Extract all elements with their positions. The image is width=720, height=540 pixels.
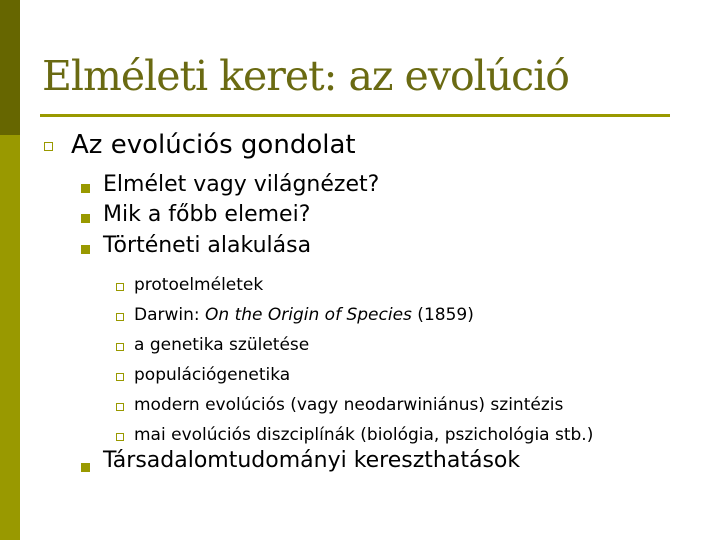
sub-list-item: modern evolúciós (vagy neodarwiniánus) szintézis [134,395,564,415]
sub-list-item: mai evolúciós diszciplínák (biológia, pszichológia stb.) [134,425,594,445]
filled-square-bullet-icon [81,184,90,193]
sub-list-item: protoelméletek [134,275,264,295]
sub-list-item: a genetika születése [134,335,310,355]
sub-list-item-prefix: Darwin: [134,305,206,325]
sub-list-item-suffix: (1859) [411,305,474,325]
list-item: Mik a főbb elemei? [103,202,311,227]
hollow-square-bullet-icon [116,283,124,291]
list-item: Elmélet vagy világnézet? [103,172,380,197]
list-item: Társadalomtudományi kereszthatások [103,448,521,473]
sub-list-item [134,305,474,325]
slide-title: Elméleti keret: az evolúció [42,52,569,100]
hollow-square-bullet-icon [116,373,124,381]
heading-item: Az evolúciós gondolat [71,130,356,160]
filled-square-bullet-icon [81,463,90,472]
filled-square-bullet-icon [81,214,90,223]
hollow-square-bullet-icon [116,403,124,411]
filled-square-bullet-icon [81,245,90,254]
hollow-square-bullet-icon [116,313,124,321]
sub-list-item: populációgenetika [134,365,291,385]
hollow-square-bullet-icon [44,142,53,151]
sidebar-accent-dark [0,0,20,135]
sidebar-accent-light [0,135,20,540]
title-underline [40,114,670,117]
list-item: Történeti alakulása [103,233,312,258]
hollow-square-bullet-icon [116,433,124,441]
hollow-square-bullet-icon [116,343,124,351]
book-title: On the Origin of Species [205,305,412,325]
